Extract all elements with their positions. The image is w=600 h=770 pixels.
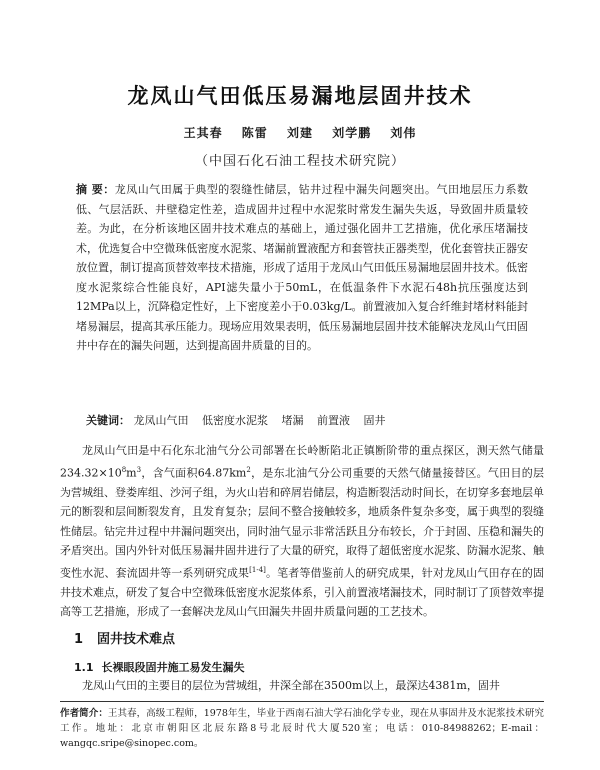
author-name: 王其春	[183, 126, 223, 140]
keyword: 堵漏	[281, 414, 304, 427]
footnote-label: 作者简介：	[60, 708, 108, 719]
author-name: 刘学鹏	[332, 126, 372, 140]
footnote-divider	[60, 701, 544, 702]
subsection-heading	[74, 659, 245, 675]
keyword: 低密度水泥浆	[202, 414, 268, 427]
subsection-title: 长裸眼段固井施工易发生漏失	[101, 661, 245, 674]
author-name: 陈雷	[241, 126, 268, 140]
keyword: 前置液	[317, 414, 350, 427]
keywords-label: 关键词：	[86, 414, 130, 427]
keywords	[86, 412, 526, 430]
abstract-label: 摘 要：	[76, 183, 115, 196]
subsection-number: 1.1	[74, 661, 94, 674]
footnote-text: 王其春，高级工程师，1978年生，毕业于西南石油大学石油化学专业，现在从事固井及水泥浆技术研究工作。地址：北京市朝阳区北辰东路8号北辰时代大厦520室；电话：010-84988262；E-mail：wangqc.sripe@sinopec.com。	[60, 708, 544, 749]
abstract-text: 龙凤山气田属于典型的裂缝性储层，钻井过程中漏失问题突出。气田地层压力系数低、气层活跃、井壁稳定性差，造成固井过程中水泥浆时常发生漏失失返，导致固井质量较差。为此，在分析该地区固井技术难点的基础上，通过强化固井工艺措施，优化承压堵漏技术，优选复合中空微珠低密度水泥浆、堵漏前置液配方和套管扶正器类型，优化套管扶正器安放位置，制订提高顶替效率技术措施，形成了适用于龙凤山气田低压易漏地层固井技术。低密度水泥浆综合性能良好，API滤失量小于50mL，在低温条件下水泥石48h抗压强度达到12MPa以上，沉降稳定性好，上下密度差小于0.03kg/L。前置液加入复合纤维封堵材料能封堵易漏层，提高其承压能力。现场应用效果表明，低压易漏地层固井技术能解决龙凤山气田固井中存在的漏失问题，达到提高固井质量的目的。	[76, 183, 528, 352]
abstract	[76, 180, 528, 356]
intro-paragraph: 龙凤山气田是中石化东北油气分公司部署在长岭断陷北正镇断阶带的重点探区，测天然气储量$234.32\times 10^8m^3$，含气面积$64.87km^2$，是东北油气分公司重要的天然气储量接替区。气田目的层为营城组、登娄库组、沙河子组，为火山岩和碎屑岩储层，构造断裂活动时间长，在切穿多套地层单元的断裂和层间断裂发育，且发育复杂；层间不整合接触较多，地质条件复杂多变，属于典型的裂缝性储层。钻完井过程中井漏问题突出，同时油气显示非常活跃且分布较长，介于封固、压稳和漏失的矛盾突出。国内外针对低压易漏井固井进行了大量的研究，取得了超低密度水泥浆、防漏水泥浆、触变性水泥、套流固井等一系列研究成果[1-4]。笔者等借鉴前人的研究成果，针对龙凤山气田存在的固井技术难点，研发了复合中空微珠低密度水泥浆体系，引入前置液堵漏技术，同时制订了顶替效率提高等工艺措施，形成了一套解决龙凤山气田漏失井固井质量问题的工艺技术。	[60, 444, 545, 619]
section-number: 1	[74, 632, 84, 647]
author-name: 刘伟	[390, 126, 417, 140]
author-name: 刘建	[286, 126, 313, 140]
keyword: 龙凤山气田	[133, 414, 189, 427]
paper-title: 龙凤山气田低压易漏地层固井技术	[127, 84, 473, 108]
section-title: 固井技术难点	[97, 632, 176, 647]
section-heading	[74, 628, 175, 647]
affiliation: （中国石化石油工程技术研究院）	[194, 154, 405, 169]
author-list	[0, 124, 600, 141]
keyword: 固井	[363, 414, 386, 427]
subsection-paragraph: 龙凤山气田的主要目的层位为营城组，井深全部在3500m以上，最深达4381m，固井	[82, 679, 500, 692]
author-footnote	[60, 706, 544, 751]
